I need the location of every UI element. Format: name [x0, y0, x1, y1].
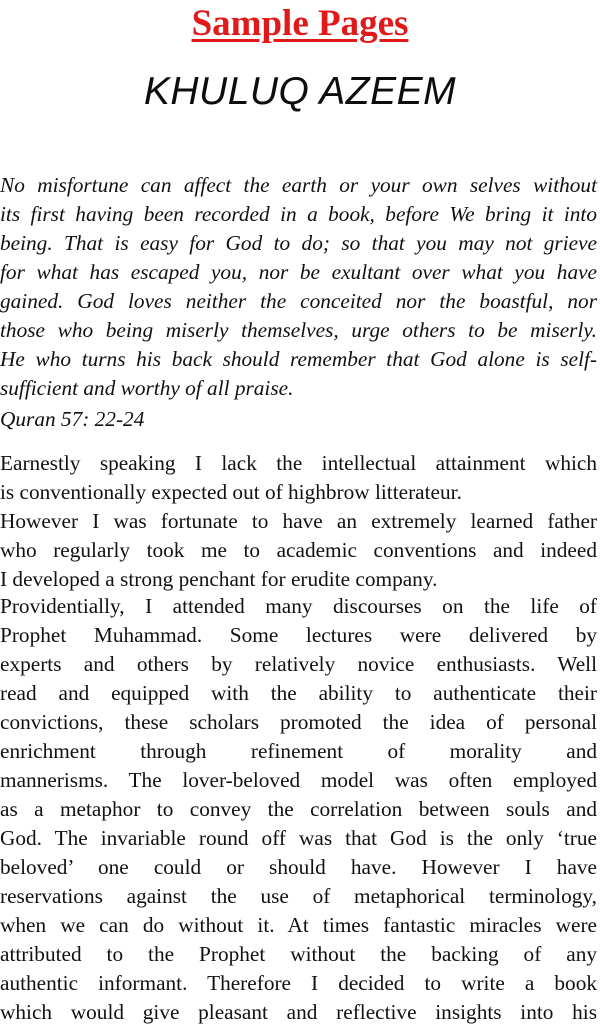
paragraph-line: attributed to the Prophet without the backing of any [0, 942, 597, 966]
paragraph-line: as a metaphor to convey the correlation between souls and [0, 797, 597, 821]
paragraph-line: is conventionally expected out of highbrow litterateur. [0, 480, 462, 504]
body-paragraph-1 [0, 449, 597, 594]
paragraph-line: read and equipped with the ability to authenticate their [0, 681, 597, 705]
citation-text: Quran 57: 22-24 [0, 407, 145, 431]
paragraph-line: reservations against the use of metaphorical terminology, [0, 884, 597, 908]
paragraph-line: However I was fortunate to have an extremely learned father [0, 509, 597, 533]
epigraph-line: He who turns his back should remember that God alone is self- [0, 347, 597, 371]
paragraph-line: enrichment through refinement of morality and [0, 739, 597, 763]
epigraph-line: gained. God loves neither the conceited nor the boastful, nor [0, 289, 597, 313]
paragraph-line: authentic informant. Therefore I decided to write a book [0, 971, 597, 995]
epigraph-line: No misfortune can affect the earth or your own selves without [0, 173, 597, 197]
paragraph-line: which would give pleasant and reflective insights into his [0, 1000, 597, 1024]
paragraph-line: beloved’ one could or should have. However I have [0, 855, 597, 879]
quran-citation [0, 405, 597, 434]
book-title: KHULUQ AZEEM [143, 70, 457, 113]
paragraph-line: mannerisms. The lover-beloved model was often employed [0, 768, 597, 792]
paragraph-line: I developed a strong penchant for erudite company. [0, 567, 438, 591]
paragraph-line: who regularly took me to academic conventions and indeed [0, 538, 597, 562]
paragraph-line: Prophet Muhammad. Some lectures were delivered by [0, 623, 597, 647]
epigraph-line: its first having been recorded in a book, before We bring it into [0, 202, 597, 226]
epigraph-line: sufficient and worthy of all praise. [0, 376, 294, 400]
epigraph-line: those who being miserly themselves, urge others to be miserly. [0, 318, 597, 342]
paragraph-line: Earnestly speaking I lack the intellectual attainment which [0, 451, 597, 475]
paragraph-line: experts and others by relatively novice enthusiasts. Well [0, 652, 597, 676]
quran-epigraph [0, 171, 597, 403]
paragraph-line: Providentially, I attended many discourses on the life of [0, 594, 597, 618]
paragraph-line: convictions, these scholars promoted the idea of personal [0, 710, 597, 734]
paragraph-line: when we can do without it. At times fantastic miracles were [0, 913, 597, 937]
paragraph-line: God. The invariable round off was that God is the only ‘true [0, 826, 597, 850]
epigraph-line: for what has escaped you, nor be exultant over what you have [0, 260, 597, 284]
sample-pages-banner: Sample Pages [191, 3, 409, 44]
epigraph-line: being. That is easy for God to do; so that you may not grieve [0, 231, 597, 255]
body-paragraph-2 [0, 592, 597, 1027]
